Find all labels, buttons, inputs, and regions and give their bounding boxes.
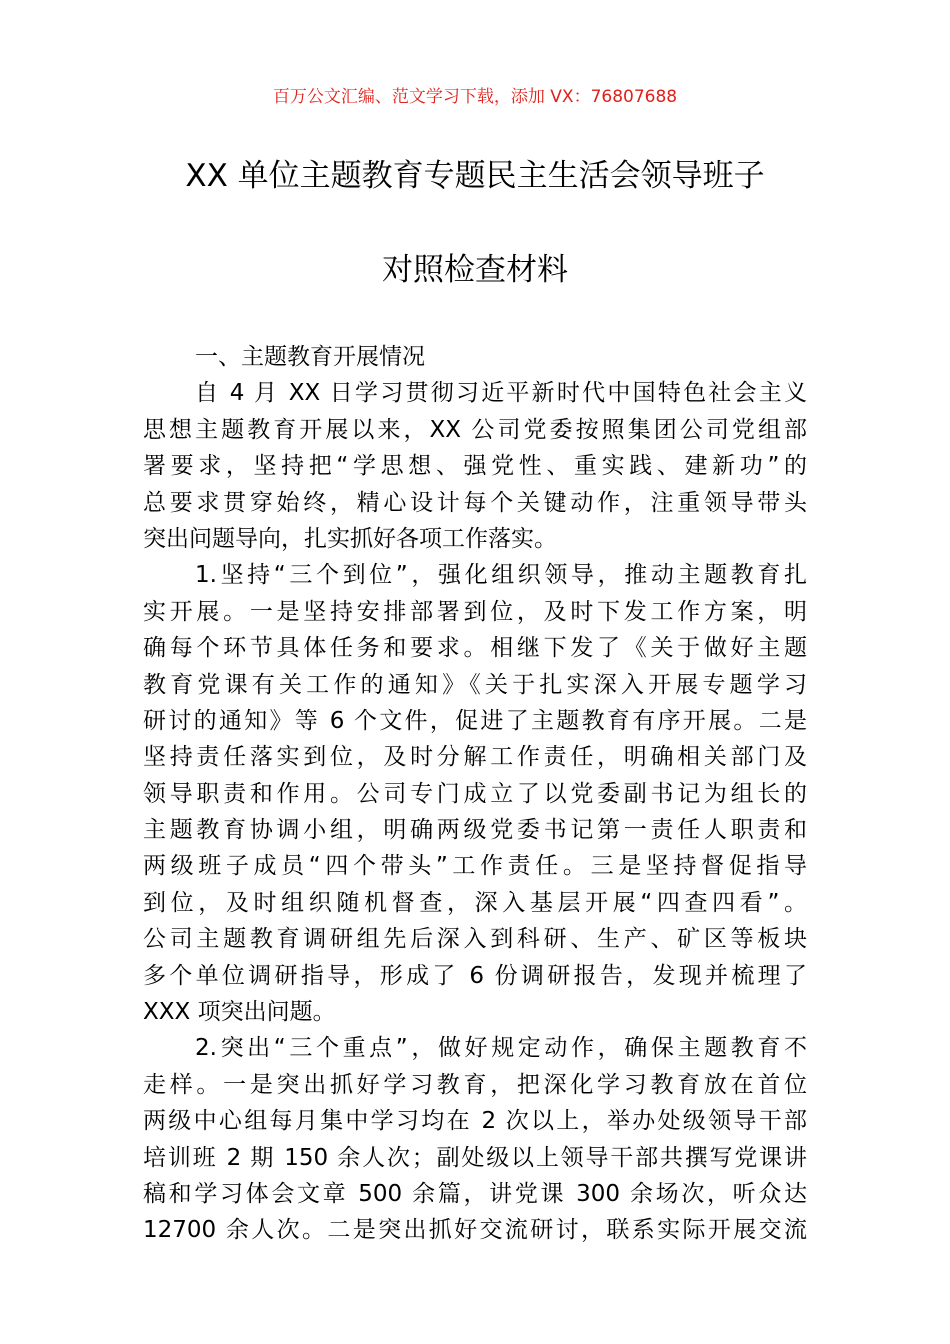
paragraph-line: 教育党课有关工作的通知》《关于扎实深入开展专题学习: [143, 671, 807, 698]
paragraph-line: XXX 项突出问题。: [143, 999, 336, 1026]
document-title-line-2: 对照检查材料: [382, 252, 568, 288]
paragraph-line: 2.突出“三个重点”，做好规定动作，确保主题教育不: [195, 1035, 807, 1062]
paragraph-line: 领导职责和作用。公司专门成立了以党委副书记为组长的: [143, 780, 807, 807]
paragraph-line: 主题教育协调小组，明确两级党委书记第一责任人职责和: [143, 817, 807, 844]
document-body: [143, 339, 807, 1249]
paragraph-line: 突出问题导向，扎实抓好各项工作落实。: [143, 525, 557, 552]
paragraph-line: 自 4 月 XX 日学习贯彻习近平新时代中国特色社会主义: [195, 380, 807, 407]
paragraph-line: 培训班 2 期 150 余人次；副处级以上领导干部共撰写党课讲: [143, 1144, 807, 1171]
paragraph-line: 1.坚持“三个到位”，强化组织领导，推动主题教育扎: [195, 562, 807, 589]
paragraph-line: 总要求贯穿始终，精心设计每个关键动作，注重领导带头: [143, 489, 807, 516]
paragraph-line: 实开展。一是坚持安排部署到位，及时下发工作方案，明: [143, 598, 807, 625]
watermark-text: 百万公文汇编、范文学习下载，添加 VX：76807688: [272, 87, 678, 107]
paragraph-line: 确每个环节具体任务和要求。相继下发了《关于做好主题: [143, 635, 807, 662]
paragraph-line: 公司主题教育调研组先后深入到科研、生产、矿区等板块: [143, 926, 807, 953]
paragraph-line: 思想主题教育开展以来，XX 公司党委按照集团公司党组部: [143, 416, 807, 443]
paragraph-line: 稿和学习体会文章 500 余篇，讲党课 300 余场次，听众达: [143, 1180, 807, 1207]
document-title-line-1: XX 单位主题教育专题民主生活会领导班子: [185, 158, 765, 194]
paragraph-line: 多个单位调研指导，形成了 6 份调研报告，发现并梳理了: [143, 962, 807, 989]
paragraph-line: 坚持责任落实到位，及时分解工作责任，明确相关部门及: [143, 744, 807, 771]
paragraph-line: 两级班子成员“四个带头”工作责任。三是坚持督促指导: [143, 853, 807, 880]
paragraph-line: 署要求，坚持把“学思想、强党性、重实践、建新功”的: [143, 453, 807, 480]
paragraph-line: 两级中心组每月集中学习均在 2 次以上，举办处级领导干部: [143, 1108, 807, 1135]
paragraph-line: 研讨的通知》等 6 个文件，促进了主题教育有序开展。二是: [143, 707, 807, 734]
section-heading: 一、主题教育开展情况: [195, 344, 425, 370]
paragraph-line: 12700 余人次。二是突出抓好交流研讨，联系实际开展交流: [143, 1217, 807, 1244]
paragraph-line: 到位，及时组织随机督查，深入基层开展“四查四看”。: [143, 889, 807, 916]
paragraph-line: 走样。一是突出抓好学习教育，把深化学习教育放在首位: [143, 1071, 807, 1098]
